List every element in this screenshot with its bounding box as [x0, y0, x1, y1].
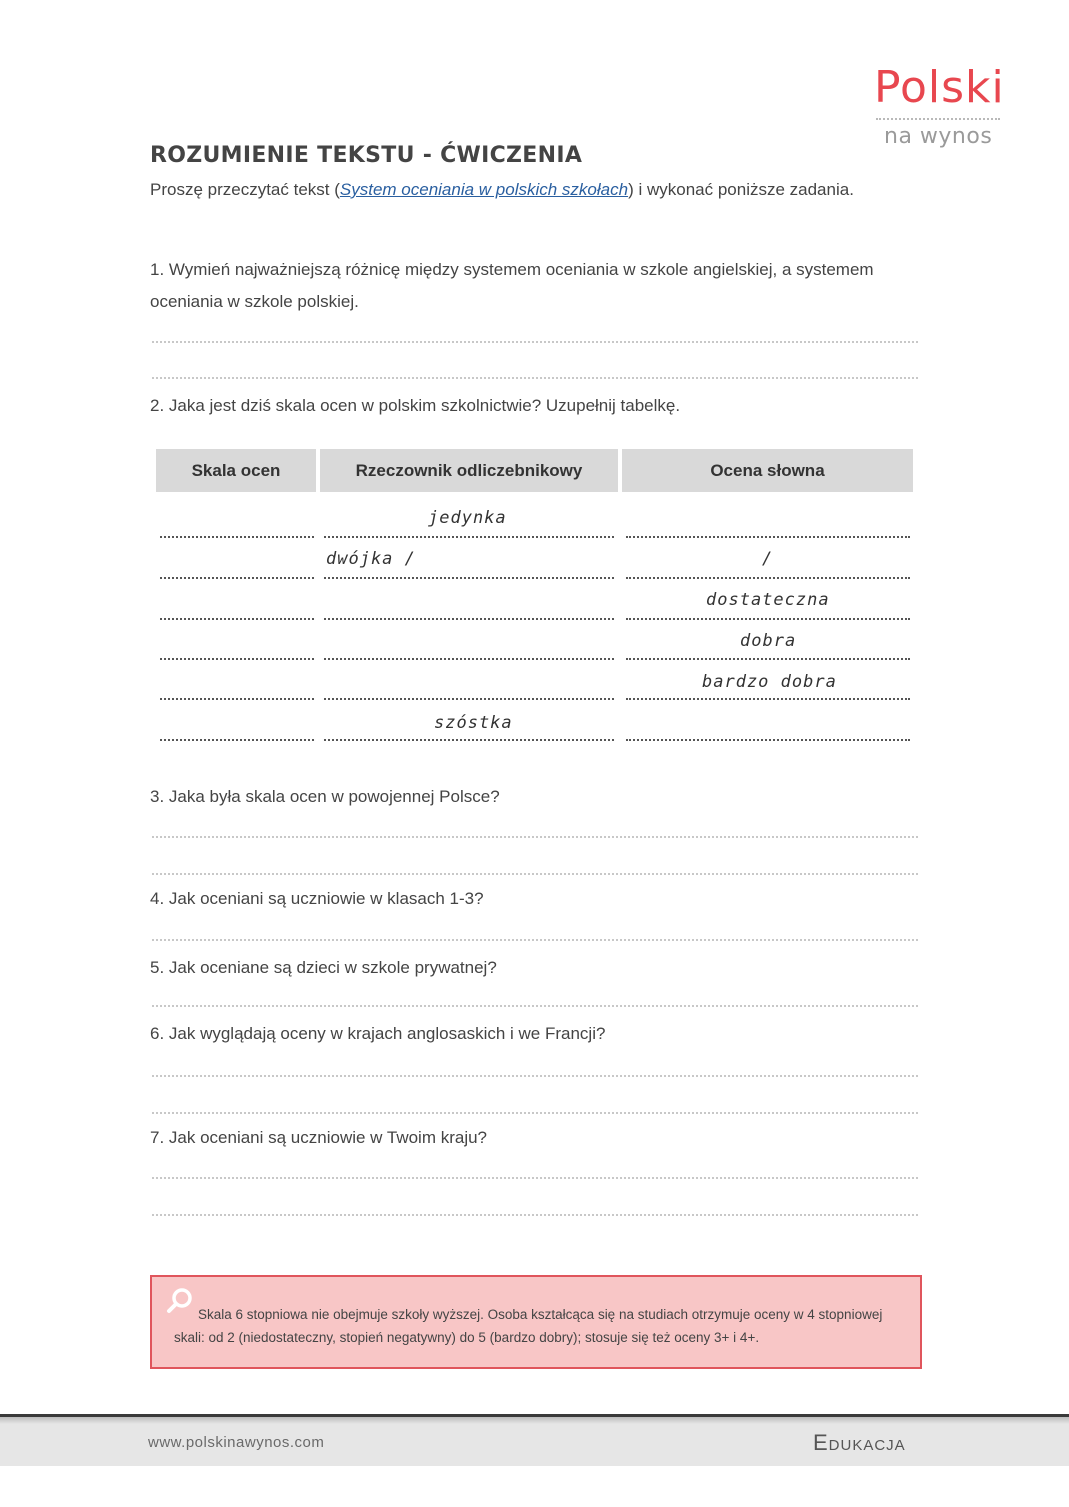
answer-line[interactable]	[152, 1112, 918, 1114]
handwritten-answer: jedynka	[428, 508, 507, 528]
intro-before: Proszę przeczytać tekst (	[150, 180, 340, 199]
table-cell-noun[interactable]	[324, 660, 614, 700]
question-7: 7. Jak oceniani są uczniowie w Twoim kraju?	[150, 1128, 488, 1147]
answer-line[interactable]	[152, 1177, 918, 1179]
handwritten-answer: bardzo dobra	[702, 672, 837, 692]
question-5: 5. Jak oceniane są dzieci w szkole prywatnej?	[150, 958, 497, 977]
question-6: 6. Jak wyglądają oceny w krajach anglosaskich i we Francji?	[150, 1024, 606, 1043]
answer-line[interactable]	[152, 836, 918, 838]
intro-text	[150, 180, 854, 200]
question-4: 4. Jak oceniani są uczniowie w klasach 1-3?	[150, 889, 484, 908]
logo-divider	[876, 118, 1000, 120]
info-note-box	[150, 1275, 922, 1369]
table-cell-scale[interactable]	[160, 498, 314, 538]
table-cell-scale[interactable]	[160, 539, 314, 579]
answer-line[interactable]	[152, 1075, 918, 1077]
handwritten-answer: dobra	[740, 631, 797, 651]
handwritten-answer: dwójka /	[326, 549, 416, 569]
answer-line[interactable]	[152, 377, 918, 379]
table-cell-scale[interactable]	[160, 620, 314, 660]
handwritten-answer: szóstka	[434, 713, 513, 733]
note-text: Skala 6 stopniowa nie obejmuje szkoły wyższej. Osoba kształcąca się na studiach otrzymuje oceny w 4 stopniowej skali: od 2 (niedostateczny, stopień negatywny) do 5 (bardzo dobry); stosuje się też oceny 3+ i 4+.	[174, 1307, 883, 1345]
table-header-noun: Rzeczownik odliczebnikowy	[320, 449, 618, 492]
logo-word: Polski	[874, 62, 1005, 113]
source-text-link[interactable]: System oceniania w polskich szkołach	[339, 180, 629, 199]
table-cell-word[interactable]	[626, 701, 910, 741]
table-cell-scale[interactable]	[160, 701, 314, 741]
table-cell-scale[interactable]	[160, 580, 314, 620]
intro-after: ) i wykonać poniższe zadania.	[628, 180, 854, 199]
answer-line[interactable]	[152, 1214, 918, 1216]
handwritten-answer: dostateczna	[706, 590, 830, 610]
question-3: 3. Jaka była skala ocen w powojennej Polsce?	[150, 787, 500, 806]
footer-website[interactable]: www.polskinawynos.com	[148, 1434, 325, 1451]
table-cell-word[interactable]	[626, 498, 910, 538]
answer-line[interactable]	[152, 1005, 918, 1007]
table-cell-noun[interactable]	[324, 580, 614, 620]
logo-tagline: na wynos	[884, 124, 993, 149]
answer-line[interactable]	[152, 341, 918, 343]
table-header-scale: Skala ocen	[156, 449, 316, 492]
table-cell-scale[interactable]	[160, 660, 314, 700]
answer-line[interactable]	[152, 939, 918, 941]
answer-line[interactable]	[152, 873, 918, 875]
brand-logo	[872, 62, 1005, 152]
question-1: 1. Wymień najważniejszą różnicę między systemem oceniania w szkole angielskiej, a systemem oceniania w szkole polskiej.	[150, 260, 874, 311]
table-header-word-grade: Ocena słowna	[622, 449, 913, 492]
page-title: ROZUMIENIE TEKSTU - ĆWICZENIA	[150, 143, 583, 168]
question-2: 2. Jaka jest dziś skala ocen w polskim szkolnictwie? Uzupełnij tabelkę.	[150, 396, 681, 415]
table-cell-noun[interactable]	[324, 620, 614, 660]
handwritten-answer: /	[762, 549, 774, 569]
footer-section-label: Edukacja	[813, 1430, 906, 1455]
